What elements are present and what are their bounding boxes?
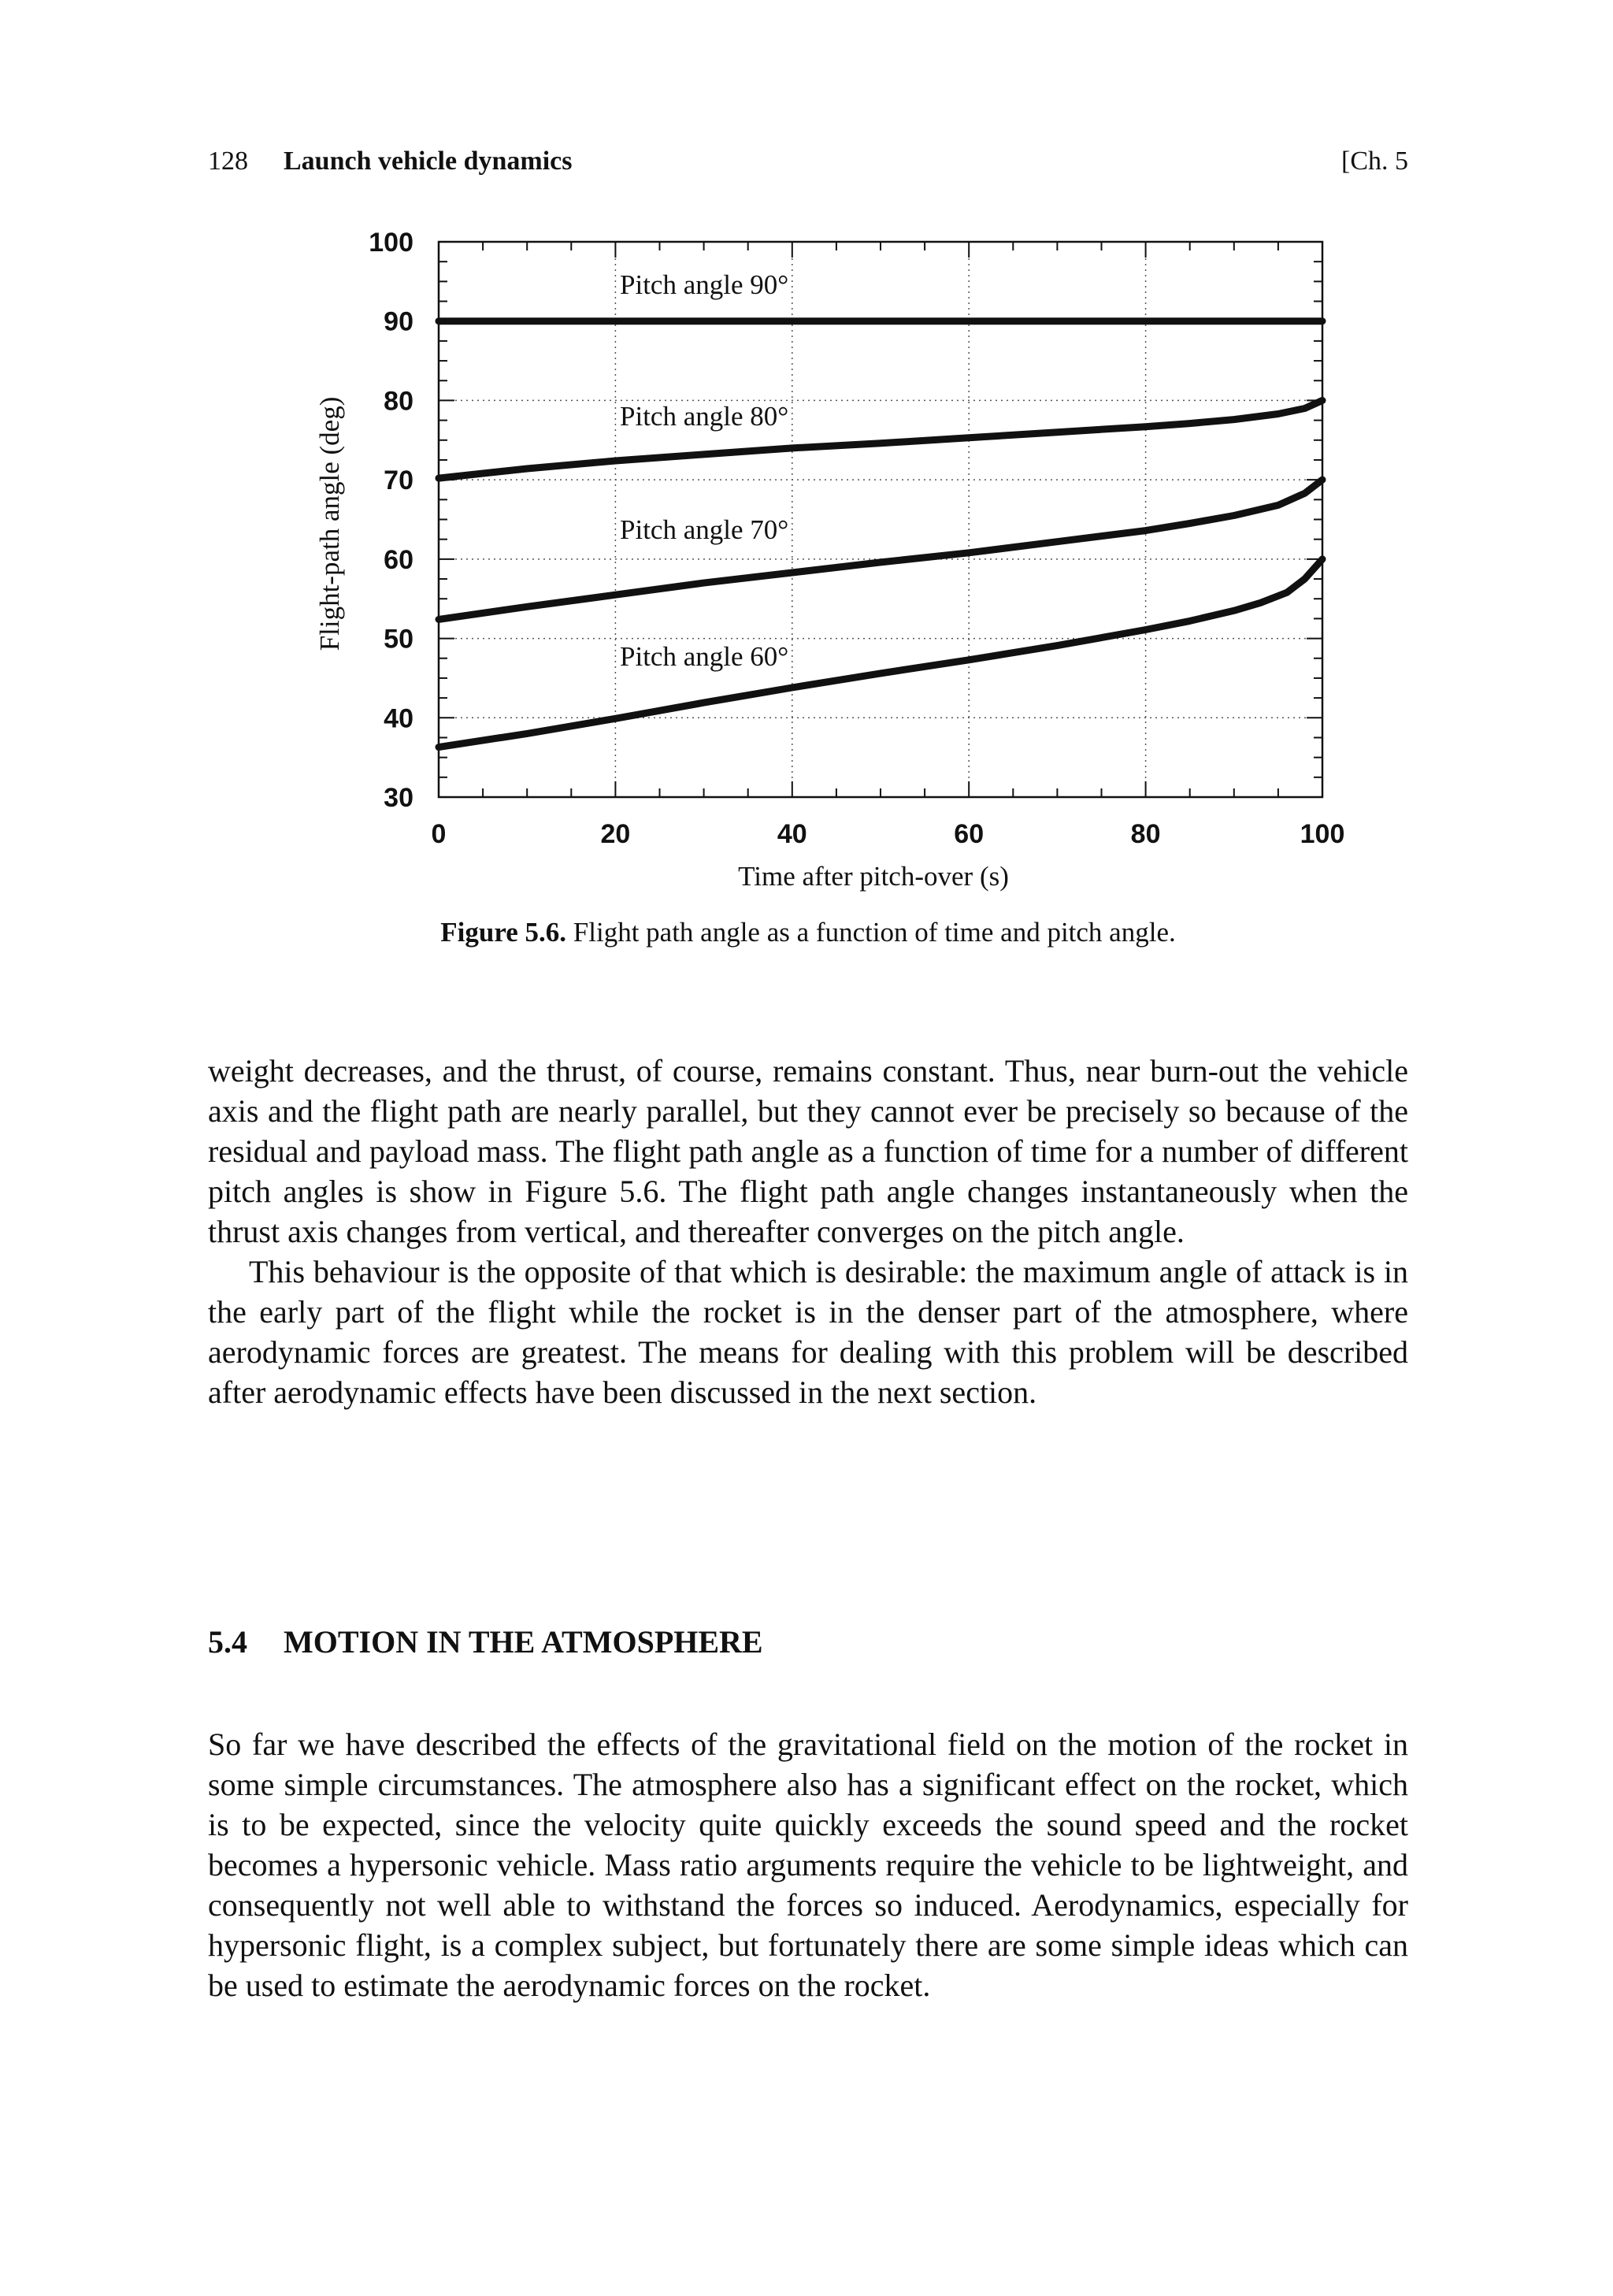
paragraph: So far we have described the effects of the gravitational field on the motion of the rocket in some simple circumstances. The atmosphere also has a significant effect on the rocket, which is to be expected, since the velocity quite quickly exceeds the sound speed and the rocket becomes a hypersonic vehicle. Mass ratio arguments require the vehicle to be lightweight, and consequently not well able to withstand the forces so induced. Aerodynamics, especially for hypersonic flight, is a complex subject, but fortunately there are some simple ideas which can be used to estimate the aerodynamic forces on the rocket. (208, 1727, 1408, 2003)
paragraph: weight decreases, and the thrust, of course, remains constant. Thus, near burn-out the vehicle axis and the flight path are nearly parallel, but they cannot ever be precisely so because of the residual and payload mass. The flight path angle as a function of time for a number of different pitch angles is show in Figure 5.6. The flight path angle changes instantaneously when the thrust axis changes from vertical, and thereafter converges on the pitch angle. (208, 1053, 1408, 1249)
chart-series (439, 321, 1322, 747)
running-title: Launch vehicle dynamics (284, 147, 573, 176)
chapter-marker: [Ch. 5 (1341, 147, 1408, 176)
page-number: 128 (208, 147, 248, 176)
section-number: 5.4 (208, 1624, 247, 1660)
figure-caption (208, 914, 1408, 951)
x-tick-label: 40 (777, 819, 807, 849)
body-text-section (208, 1724, 1408, 2005)
series-line-4 (439, 559, 1322, 747)
section-heading (208, 1623, 763, 1662)
x-tick-label: 100 (1300, 819, 1345, 849)
paragraph: This behaviour is the opposite of that which is desirable: the maximum angle of attack is in the early part of the flight while the rocket is in the denser part of the atmosphere, where aerodynamic forces are greatest. The means for dealing with this problem will be described after aerodynamic effects have been discussed in the next section. (208, 1254, 1408, 1410)
x-tick-label: 0 (431, 819, 447, 849)
y-tick-label: 60 (384, 544, 413, 575)
series-label-1: Pitch angle 90° (620, 269, 789, 300)
y-tick-label: 70 (384, 466, 413, 496)
series-label-2: Pitch angle 80° (620, 401, 789, 432)
chart-series-labels (620, 269, 788, 672)
flight-path-angle-chart (0, 0, 1613, 906)
series-label-4: Pitch angle 60° (620, 641, 789, 672)
figure-caption-label: Figure 5.6. (440, 917, 567, 948)
figure-caption-text: Flight path angle as a function of time and pitch angle. (566, 917, 1176, 948)
x-tick-label: 60 (954, 819, 984, 849)
y-tick-label: 100 (369, 228, 413, 258)
series-line-3 (439, 480, 1322, 619)
y-axis-label: Flight-path angle (deg) (314, 396, 345, 651)
series-label-3: Pitch angle 70° (620, 514, 789, 545)
series-line-2 (439, 400, 1322, 478)
y-tick-label: 80 (384, 386, 413, 417)
x-tick-label: 20 (600, 819, 631, 849)
section-title: MOTION IN THE ATMOSPHERE (284, 1624, 763, 1660)
y-tick-label: 30 (384, 783, 413, 813)
x-tick-label: 80 (1130, 819, 1161, 849)
x-axis-label: Time after pitch-over (s) (738, 861, 1009, 892)
chart-grid (439, 242, 1322, 797)
plot-frame (439, 242, 1322, 797)
body-text-top (208, 1051, 1408, 1412)
y-tick-label: 40 (384, 703, 413, 734)
y-tick-label: 50 (384, 624, 413, 655)
y-tick-label: 90 (384, 306, 413, 337)
chart-minor-ticks (439, 242, 1322, 797)
